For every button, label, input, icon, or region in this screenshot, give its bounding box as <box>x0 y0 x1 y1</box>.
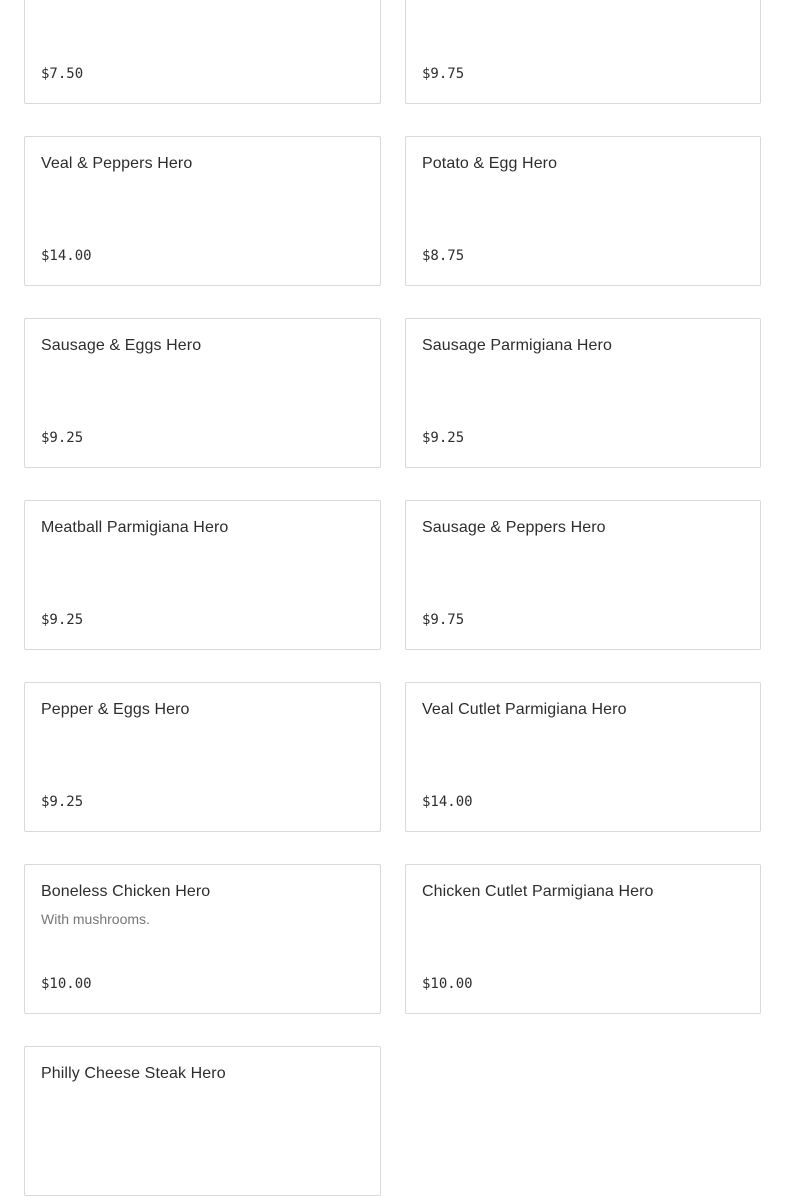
menu-item-name: Boneless Chicken Hero <box>41 883 211 900</box>
menu-item-price: $9.25 <box>422 430 465 446</box>
menu-item-price: $8.75 <box>422 248 465 264</box>
menu-item-card[interactable] <box>24 1046 381 1196</box>
menu-item-name: Pepper & Eggs Hero <box>41 701 190 718</box>
menu-item-price: $9.75 <box>422 66 465 82</box>
menu-item-name: Veal & Peppers Hero <box>41 155 193 172</box>
menu-item-card[interactable] <box>24 136 381 286</box>
menu-item-card[interactable] <box>24 0 381 104</box>
menu-item-description: With mushrooms. <box>41 911 150 927</box>
menu-item-card[interactable] <box>405 864 761 1014</box>
menu-item-name: Sausage & Eggs Hero <box>41 337 202 354</box>
menu-item-card[interactable] <box>24 682 381 832</box>
menu-item-card[interactable] <box>405 500 761 650</box>
menu-item-card[interactable] <box>24 500 381 650</box>
menu-item-price: $9.75 <box>422 612 465 628</box>
menu-item-price: $9.25 <box>41 612 84 628</box>
menu-item-price: $14.00 <box>422 794 473 810</box>
menu-item-name: Sausage & Peppers Hero <box>422 519 606 536</box>
menu-item-price: $10.00 <box>41 976 92 992</box>
menu-item-card[interactable] <box>24 864 381 1014</box>
menu-item-price: $14.00 <box>41 248 92 264</box>
menu-item-card[interactable] <box>405 136 761 286</box>
menu-item-grid <box>24 0 761 1196</box>
menu-item-name: Potato & Egg Hero <box>422 155 558 172</box>
menu-item-price: $9.25 <box>41 430 84 446</box>
menu-item-price: $10.00 <box>422 976 473 992</box>
menu-item-card[interactable] <box>405 318 761 468</box>
menu-item-price: $9.25 <box>41 794 84 810</box>
menu-item-name: Chicken Cutlet Parmigiana Hero <box>422 883 654 900</box>
menu-item-card[interactable] <box>24 318 381 468</box>
menu-item-name: Sausage Parmigiana Hero <box>422 337 612 354</box>
menu-item-card[interactable] <box>405 682 761 832</box>
menu-item-name: Veal Cutlet Parmigiana Hero <box>422 701 627 718</box>
menu-item-name: Philly Cheese Steak Hero <box>41 1065 226 1082</box>
menu-item-price: $7.50 <box>41 66 84 82</box>
menu-item-name: Meatball Parmigiana Hero <box>41 519 229 536</box>
menu-item-card[interactable] <box>405 0 761 104</box>
